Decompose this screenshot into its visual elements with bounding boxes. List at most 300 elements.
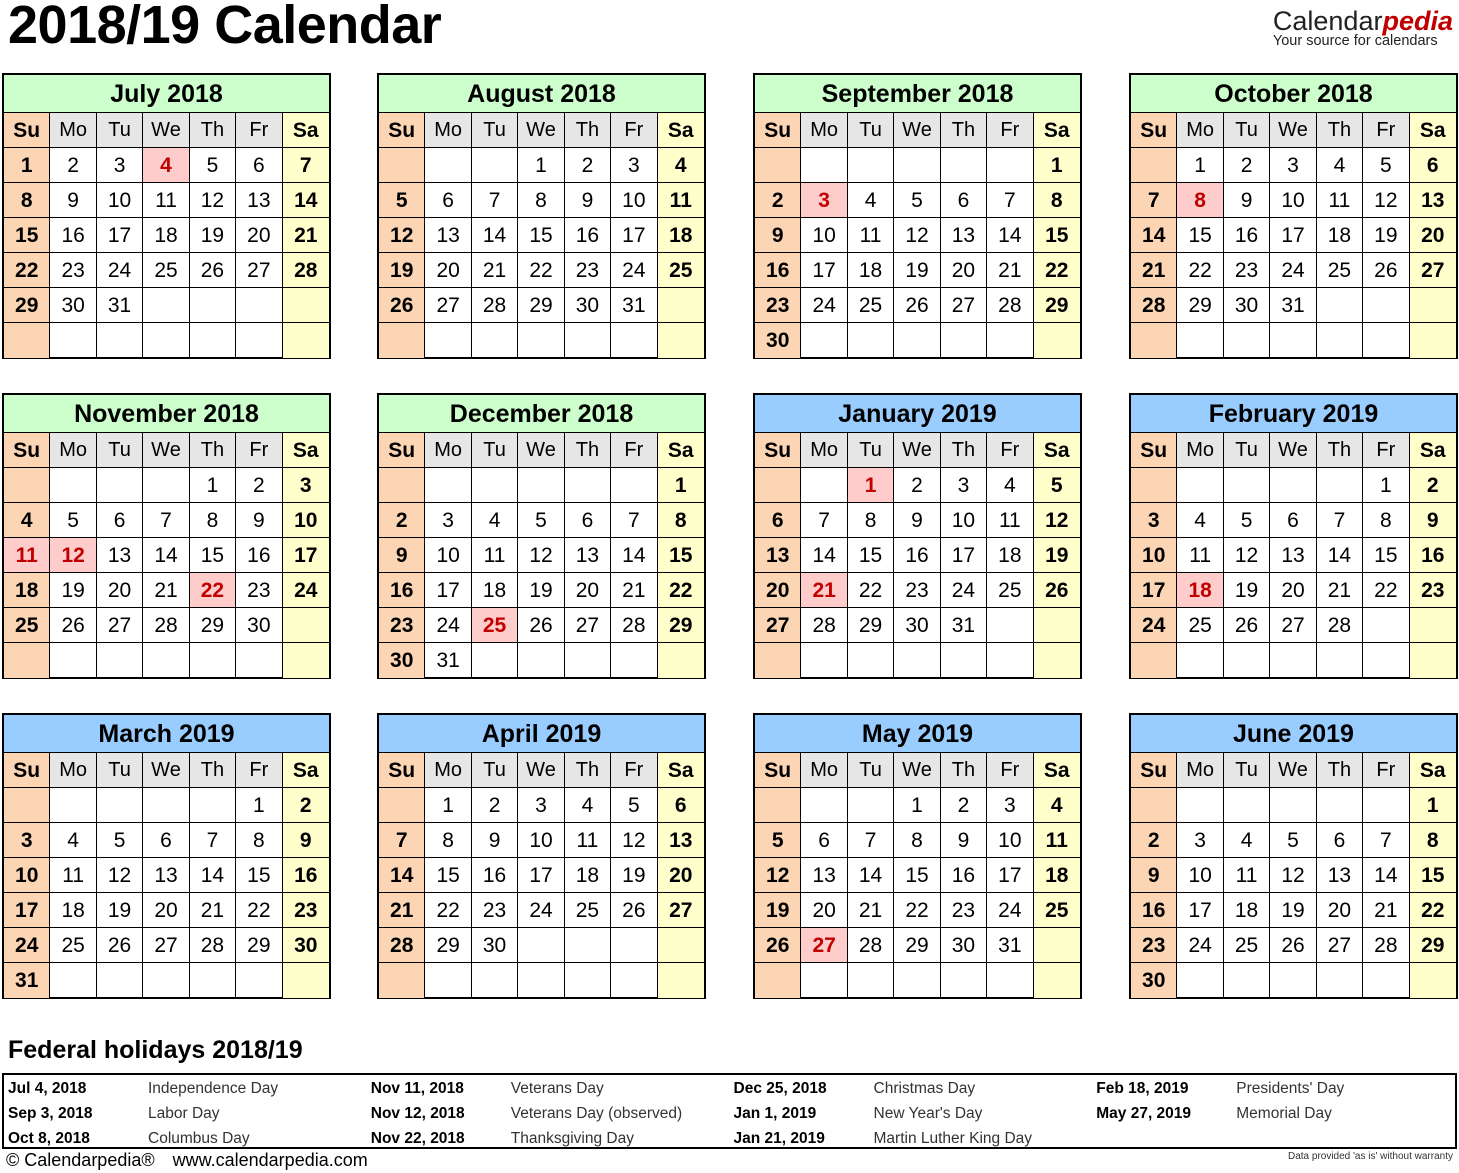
day-cell[interactable]: 18	[987, 538, 1033, 573]
day-cell[interactable]: 20	[801, 893, 847, 928]
day-cell[interactable]: 9	[1131, 858, 1177, 893]
day-cell[interactable]: 15	[848, 538, 894, 573]
day-cell[interactable]: 12	[1270, 858, 1316, 893]
day-cell[interactable]: 2	[941, 788, 987, 823]
day-cell[interactable]: 15	[1034, 218, 1080, 253]
day-cell[interactable]: 15	[1363, 538, 1409, 573]
day-cell[interactable]: 21	[143, 573, 189, 608]
day-cell[interactable]: 5	[755, 823, 801, 858]
day-cell[interactable]: 7	[1131, 183, 1177, 218]
day-cell[interactable]: 17	[941, 538, 987, 573]
day-cell[interactable]: 25	[987, 573, 1033, 608]
day-cell[interactable]: 16	[1224, 218, 1270, 253]
day-cell[interactable]: 22	[1177, 253, 1223, 288]
day-cell[interactable]: 5	[50, 503, 96, 538]
day-cell[interactable]: 31	[4, 963, 50, 998]
day-cell[interactable]: 4	[1034, 788, 1080, 823]
day-cell[interactable]: 19	[755, 893, 801, 928]
day-cell[interactable]: 12	[755, 858, 801, 893]
day-cell[interactable]: 11	[1317, 183, 1363, 218]
day-cell[interactable]: 4	[472, 503, 518, 538]
day-cell[interactable]: 22	[1410, 893, 1456, 928]
day-cell[interactable]: 19	[1224, 573, 1270, 608]
day-cell[interactable]: 3	[1270, 148, 1316, 183]
day-cell[interactable]: 16	[1131, 893, 1177, 928]
day-cell[interactable]: 16	[283, 858, 329, 893]
day-cell[interactable]: 28	[987, 288, 1033, 323]
holiday-day-cell[interactable]: 22	[190, 573, 236, 608]
day-cell[interactable]: 30	[472, 928, 518, 963]
day-cell[interactable]: 21	[1317, 573, 1363, 608]
day-cell[interactable]: 17	[518, 858, 564, 893]
day-cell[interactable]: 15	[1410, 858, 1456, 893]
day-cell[interactable]: 20	[143, 893, 189, 928]
day-cell[interactable]: 5	[1034, 468, 1080, 503]
day-cell[interactable]: 14	[1317, 538, 1363, 573]
day-cell[interactable]: 21	[283, 218, 329, 253]
day-cell[interactable]: 26	[1034, 573, 1080, 608]
day-cell[interactable]: 10	[987, 823, 1033, 858]
day-cell[interactable]: 16	[894, 538, 940, 573]
day-cell[interactable]: 20	[658, 858, 704, 893]
day-cell[interactable]: 8	[848, 503, 894, 538]
day-cell[interactable]: 9	[236, 503, 282, 538]
day-cell[interactable]: 17	[611, 218, 657, 253]
day-cell[interactable]: 29	[1034, 288, 1080, 323]
day-cell[interactable]: 23	[894, 573, 940, 608]
day-cell[interactable]: 19	[1034, 538, 1080, 573]
day-cell[interactable]: 27	[658, 893, 704, 928]
day-cell[interactable]: 29	[894, 928, 940, 963]
day-cell[interactable]: 10	[97, 183, 143, 218]
day-cell[interactable]: 24	[801, 288, 847, 323]
day-cell[interactable]: 9	[755, 218, 801, 253]
day-cell[interactable]: 9	[1410, 503, 1456, 538]
day-cell[interactable]: 4	[1224, 823, 1270, 858]
day-cell[interactable]: 22	[1363, 573, 1409, 608]
day-cell[interactable]: 2	[755, 183, 801, 218]
day-cell[interactable]: 15	[425, 858, 471, 893]
day-cell[interactable]: 18	[1224, 893, 1270, 928]
day-cell[interactable]: 10	[941, 503, 987, 538]
day-cell[interactable]: 31	[425, 643, 471, 678]
day-cell[interactable]: 2	[283, 788, 329, 823]
brand-logo[interactable]	[1273, 6, 1453, 49]
day-cell[interactable]: 9	[379, 538, 425, 573]
day-cell[interactable]: 19	[379, 253, 425, 288]
day-cell[interactable]: 5	[518, 503, 564, 538]
day-cell[interactable]: 14	[1363, 858, 1409, 893]
day-cell[interactable]: 16	[50, 218, 96, 253]
holiday-day-cell[interactable]: 11	[4, 538, 50, 573]
day-cell[interactable]: 15	[518, 218, 564, 253]
day-cell[interactable]: 31	[1270, 288, 1316, 323]
day-cell[interactable]: 27	[565, 608, 611, 643]
day-cell[interactable]: 6	[1410, 148, 1456, 183]
day-cell[interactable]: 11	[472, 538, 518, 573]
day-cell[interactable]: 27	[1410, 253, 1456, 288]
day-cell[interactable]: 26	[518, 608, 564, 643]
day-cell[interactable]: 14	[801, 538, 847, 573]
day-cell[interactable]: 15	[894, 858, 940, 893]
day-cell[interactable]: 5	[379, 183, 425, 218]
day-cell[interactable]: 22	[425, 893, 471, 928]
day-cell[interactable]: 16	[755, 253, 801, 288]
day-cell[interactable]: 7	[987, 183, 1033, 218]
day-cell[interactable]: 26	[97, 928, 143, 963]
day-cell[interactable]: 1	[518, 148, 564, 183]
day-cell[interactable]: 23	[472, 893, 518, 928]
day-cell[interactable]: 26	[190, 253, 236, 288]
day-cell[interactable]: 8	[1410, 823, 1456, 858]
day-cell[interactable]: 23	[1410, 573, 1456, 608]
day-cell[interactable]: 6	[658, 788, 704, 823]
day-cell[interactable]: 25	[565, 893, 611, 928]
day-cell[interactable]: 6	[801, 823, 847, 858]
day-cell[interactable]: 8	[4, 183, 50, 218]
day-cell[interactable]: 15	[1177, 218, 1223, 253]
day-cell[interactable]: 19	[894, 253, 940, 288]
day-cell[interactable]: 31	[987, 928, 1033, 963]
day-cell[interactable]: 5	[1363, 148, 1409, 183]
day-cell[interactable]: 28	[1317, 608, 1363, 643]
day-cell[interactable]: 7	[283, 148, 329, 183]
day-cell[interactable]: 6	[755, 503, 801, 538]
day-cell[interactable]: 25	[50, 928, 96, 963]
day-cell[interactable]: 14	[1131, 218, 1177, 253]
day-cell[interactable]: 26	[1270, 928, 1316, 963]
day-cell[interactable]: 29	[425, 928, 471, 963]
day-cell[interactable]: 19	[50, 573, 96, 608]
day-cell[interactable]: 1	[1363, 468, 1409, 503]
day-cell[interactable]: 13	[97, 538, 143, 573]
day-cell[interactable]: 11	[658, 183, 704, 218]
day-cell[interactable]: 4	[565, 788, 611, 823]
day-cell[interactable]: 28	[143, 608, 189, 643]
day-cell[interactable]: 9	[50, 183, 96, 218]
day-cell[interactable]: 25	[1034, 893, 1080, 928]
day-cell[interactable]: 21	[190, 893, 236, 928]
day-cell[interactable]: 11	[848, 218, 894, 253]
day-cell[interactable]: 26	[1363, 253, 1409, 288]
day-cell[interactable]: 23	[283, 893, 329, 928]
day-cell[interactable]: 1	[236, 788, 282, 823]
day-cell[interactable]: 4	[987, 468, 1033, 503]
day-cell[interactable]: 10	[425, 538, 471, 573]
day-cell[interactable]: 12	[1363, 183, 1409, 218]
day-cell[interactable]: 22	[848, 573, 894, 608]
day-cell[interactable]: 21	[472, 253, 518, 288]
footer-url[interactable]: www.calendarpedia.com	[172, 1150, 368, 1170]
day-cell[interactable]: 6	[941, 183, 987, 218]
day-cell[interactable]: 9	[565, 183, 611, 218]
day-cell[interactable]: 20	[565, 573, 611, 608]
day-cell[interactable]: 18	[4, 573, 50, 608]
day-cell[interactable]: 3	[4, 823, 50, 858]
day-cell[interactable]: 18	[50, 893, 96, 928]
day-cell[interactable]: 17	[1177, 893, 1223, 928]
day-cell[interactable]: 2	[1131, 823, 1177, 858]
day-cell[interactable]: 24	[425, 608, 471, 643]
day-cell[interactable]: 5	[894, 183, 940, 218]
day-cell[interactable]: 11	[143, 183, 189, 218]
holiday-day-cell[interactable]: 4	[143, 148, 189, 183]
day-cell[interactable]: 6	[565, 503, 611, 538]
day-cell[interactable]: 6	[425, 183, 471, 218]
day-cell[interactable]: 24	[941, 573, 987, 608]
holiday-day-cell[interactable]: 8	[1177, 183, 1223, 218]
holiday-day-cell[interactable]: 21	[801, 573, 847, 608]
day-cell[interactable]: 19	[190, 218, 236, 253]
day-cell[interactable]: 10	[1270, 183, 1316, 218]
day-cell[interactable]: 13	[565, 538, 611, 573]
day-cell[interactable]: 9	[472, 823, 518, 858]
day-cell[interactable]: 30	[565, 288, 611, 323]
day-cell[interactable]: 17	[1131, 573, 1177, 608]
day-cell[interactable]: 11	[565, 823, 611, 858]
day-cell[interactable]: 2	[1224, 148, 1270, 183]
day-cell[interactable]: 3	[283, 468, 329, 503]
day-cell[interactable]: 7	[190, 823, 236, 858]
day-cell[interactable]: 3	[987, 788, 1033, 823]
day-cell[interactable]: 21	[987, 253, 1033, 288]
day-cell[interactable]: 26	[379, 288, 425, 323]
day-cell[interactable]: 2	[472, 788, 518, 823]
day-cell[interactable]: 17	[283, 538, 329, 573]
day-cell[interactable]: 8	[190, 503, 236, 538]
day-cell[interactable]: 31	[941, 608, 987, 643]
day-cell[interactable]: 26	[1224, 608, 1270, 643]
day-cell[interactable]: 30	[283, 928, 329, 963]
day-cell[interactable]: 2	[565, 148, 611, 183]
day-cell[interactable]: 4	[4, 503, 50, 538]
day-cell[interactable]: 30	[236, 608, 282, 643]
day-cell[interactable]: 27	[755, 608, 801, 643]
day-cell[interactable]: 24	[1270, 253, 1316, 288]
day-cell[interactable]: 15	[236, 858, 282, 893]
day-cell[interactable]: 13	[425, 218, 471, 253]
day-cell[interactable]: 25	[848, 288, 894, 323]
day-cell[interactable]: 13	[1270, 538, 1316, 573]
day-cell[interactable]: 25	[1224, 928, 1270, 963]
day-cell[interactable]: 13	[1317, 858, 1363, 893]
day-cell[interactable]: 27	[941, 288, 987, 323]
day-cell[interactable]: 14	[283, 183, 329, 218]
day-cell[interactable]: 27	[97, 608, 143, 643]
day-cell[interactable]: 27	[1317, 928, 1363, 963]
day-cell[interactable]: 8	[658, 503, 704, 538]
day-cell[interactable]: 27	[143, 928, 189, 963]
day-cell[interactable]: 16	[941, 858, 987, 893]
day-cell[interactable]: 22	[1034, 253, 1080, 288]
holiday-day-cell[interactable]: 12	[50, 538, 96, 573]
day-cell[interactable]: 18	[1317, 218, 1363, 253]
day-cell[interactable]: 25	[143, 253, 189, 288]
holiday-day-cell[interactable]: 25	[472, 608, 518, 643]
day-cell[interactable]: 1	[190, 468, 236, 503]
day-cell[interactable]: 22	[894, 893, 940, 928]
day-cell[interactable]: 3	[611, 148, 657, 183]
day-cell[interactable]: 6	[1270, 503, 1316, 538]
day-cell[interactable]: 26	[611, 893, 657, 928]
day-cell[interactable]: 9	[283, 823, 329, 858]
day-cell[interactable]: 3	[97, 148, 143, 183]
day-cell[interactable]: 22	[658, 573, 704, 608]
day-cell[interactable]: 19	[97, 893, 143, 928]
day-cell[interactable]: 17	[425, 573, 471, 608]
day-cell[interactable]: 24	[1131, 608, 1177, 643]
day-cell[interactable]: 12	[379, 218, 425, 253]
day-cell[interactable]: 2	[1410, 468, 1456, 503]
day-cell[interactable]: 11	[1177, 538, 1223, 573]
day-cell[interactable]: 31	[97, 288, 143, 323]
day-cell[interactable]: 28	[190, 928, 236, 963]
day-cell[interactable]: 1	[658, 468, 704, 503]
day-cell[interactable]: 26	[755, 928, 801, 963]
day-cell[interactable]: 12	[611, 823, 657, 858]
day-cell[interactable]: 3	[1177, 823, 1223, 858]
day-cell[interactable]: 10	[801, 218, 847, 253]
day-cell[interactable]: 30	[1224, 288, 1270, 323]
day-cell[interactable]: 5	[1224, 503, 1270, 538]
day-cell[interactable]: 14	[379, 858, 425, 893]
day-cell[interactable]: 7	[611, 503, 657, 538]
day-cell[interactable]: 12	[518, 538, 564, 573]
day-cell[interactable]: 29	[1177, 288, 1223, 323]
holiday-day-cell[interactable]: 18	[1177, 573, 1223, 608]
day-cell[interactable]: 14	[190, 858, 236, 893]
day-cell[interactable]: 27	[425, 288, 471, 323]
day-cell[interactable]: 10	[518, 823, 564, 858]
day-cell[interactable]: 5	[1270, 823, 1316, 858]
day-cell[interactable]: 8	[236, 823, 282, 858]
day-cell[interactable]: 30	[379, 643, 425, 678]
day-cell[interactable]: 23	[236, 573, 282, 608]
day-cell[interactable]: 12	[97, 858, 143, 893]
day-cell[interactable]: 1	[1410, 788, 1456, 823]
day-cell[interactable]: 14	[848, 858, 894, 893]
day-cell[interactable]: 30	[941, 928, 987, 963]
day-cell[interactable]: 7	[848, 823, 894, 858]
day-cell[interactable]: 27	[236, 253, 282, 288]
day-cell[interactable]: 20	[425, 253, 471, 288]
day-cell[interactable]: 20	[755, 573, 801, 608]
day-cell[interactable]: 5	[97, 823, 143, 858]
day-cell[interactable]: 18	[143, 218, 189, 253]
day-cell[interactable]: 16	[379, 573, 425, 608]
day-cell[interactable]: 17	[4, 893, 50, 928]
day-cell[interactable]: 11	[987, 503, 1033, 538]
day-cell[interactable]: 10	[1177, 858, 1223, 893]
day-cell[interactable]: 21	[1131, 253, 1177, 288]
day-cell[interactable]: 22	[518, 253, 564, 288]
day-cell[interactable]: 11	[1034, 823, 1080, 858]
day-cell[interactable]: 20	[1270, 573, 1316, 608]
day-cell[interactable]: 17	[1270, 218, 1316, 253]
day-cell[interactable]: 10	[283, 503, 329, 538]
day-cell[interactable]: 13	[143, 858, 189, 893]
day-cell[interactable]: 24	[283, 573, 329, 608]
day-cell[interactable]: 24	[518, 893, 564, 928]
day-cell[interactable]: 11	[50, 858, 96, 893]
day-cell[interactable]: 3	[425, 503, 471, 538]
day-cell[interactable]: 21	[848, 893, 894, 928]
day-cell[interactable]: 16	[565, 218, 611, 253]
day-cell[interactable]: 7	[472, 183, 518, 218]
day-cell[interactable]: 31	[611, 288, 657, 323]
day-cell[interactable]: 23	[941, 893, 987, 928]
day-cell[interactable]: 9	[1224, 183, 1270, 218]
day-cell[interactable]: 14	[611, 538, 657, 573]
day-cell[interactable]: 20	[236, 218, 282, 253]
holiday-day-cell[interactable]: 1	[848, 468, 894, 503]
day-cell[interactable]: 28	[801, 608, 847, 643]
day-cell[interactable]: 12	[1034, 503, 1080, 538]
day-cell[interactable]: 28	[472, 288, 518, 323]
day-cell[interactable]: 29	[848, 608, 894, 643]
day-cell[interactable]: 13	[658, 823, 704, 858]
day-cell[interactable]: 21	[379, 893, 425, 928]
day-cell[interactable]: 6	[143, 823, 189, 858]
day-cell[interactable]: 20	[941, 253, 987, 288]
day-cell[interactable]: 29	[518, 288, 564, 323]
holiday-day-cell[interactable]: 27	[801, 928, 847, 963]
day-cell[interactable]: 24	[97, 253, 143, 288]
day-cell[interactable]: 6	[1317, 823, 1363, 858]
day-cell[interactable]: 2	[50, 148, 96, 183]
day-cell[interactable]: 7	[1317, 503, 1363, 538]
day-cell[interactable]: 18	[848, 253, 894, 288]
day-cell[interactable]: 10	[4, 858, 50, 893]
day-cell[interactable]: 1	[4, 148, 50, 183]
day-cell[interactable]: 10	[1131, 538, 1177, 573]
day-cell[interactable]: 23	[1131, 928, 1177, 963]
day-cell[interactable]: 4	[50, 823, 96, 858]
day-cell[interactable]: 9	[941, 823, 987, 858]
day-cell[interactable]: 4	[1317, 148, 1363, 183]
day-cell[interactable]: 5	[190, 148, 236, 183]
day-cell[interactable]: 1	[1177, 148, 1223, 183]
day-cell[interactable]: 24	[987, 893, 1033, 928]
day-cell[interactable]: 29	[658, 608, 704, 643]
day-cell[interactable]: 23	[755, 288, 801, 323]
day-cell[interactable]: 3	[1131, 503, 1177, 538]
day-cell[interactable]: 18	[472, 573, 518, 608]
day-cell[interactable]: 2	[379, 503, 425, 538]
day-cell[interactable]: 14	[472, 218, 518, 253]
day-cell[interactable]: 1	[1034, 148, 1080, 183]
day-cell[interactable]: 22	[4, 253, 50, 288]
day-cell[interactable]: 8	[425, 823, 471, 858]
day-cell[interactable]: 18	[565, 858, 611, 893]
day-cell[interactable]: 30	[755, 323, 801, 358]
day-cell[interactable]: 23	[1224, 253, 1270, 288]
day-cell[interactable]: 23	[379, 608, 425, 643]
day-cell[interactable]: 12	[894, 218, 940, 253]
day-cell[interactable]: 4	[1177, 503, 1223, 538]
day-cell[interactable]: 21	[611, 573, 657, 608]
day-cell[interactable]: 2	[236, 468, 282, 503]
day-cell[interactable]: 7	[801, 503, 847, 538]
day-cell[interactable]: 25	[4, 608, 50, 643]
day-cell[interactable]: 7	[143, 503, 189, 538]
day-cell[interactable]: 29	[4, 288, 50, 323]
day-cell[interactable]: 17	[987, 858, 1033, 893]
day-cell[interactable]: 30	[894, 608, 940, 643]
day-cell[interactable]: 18	[658, 218, 704, 253]
holiday-day-cell[interactable]: 3	[801, 183, 847, 218]
day-cell[interactable]: 1	[894, 788, 940, 823]
